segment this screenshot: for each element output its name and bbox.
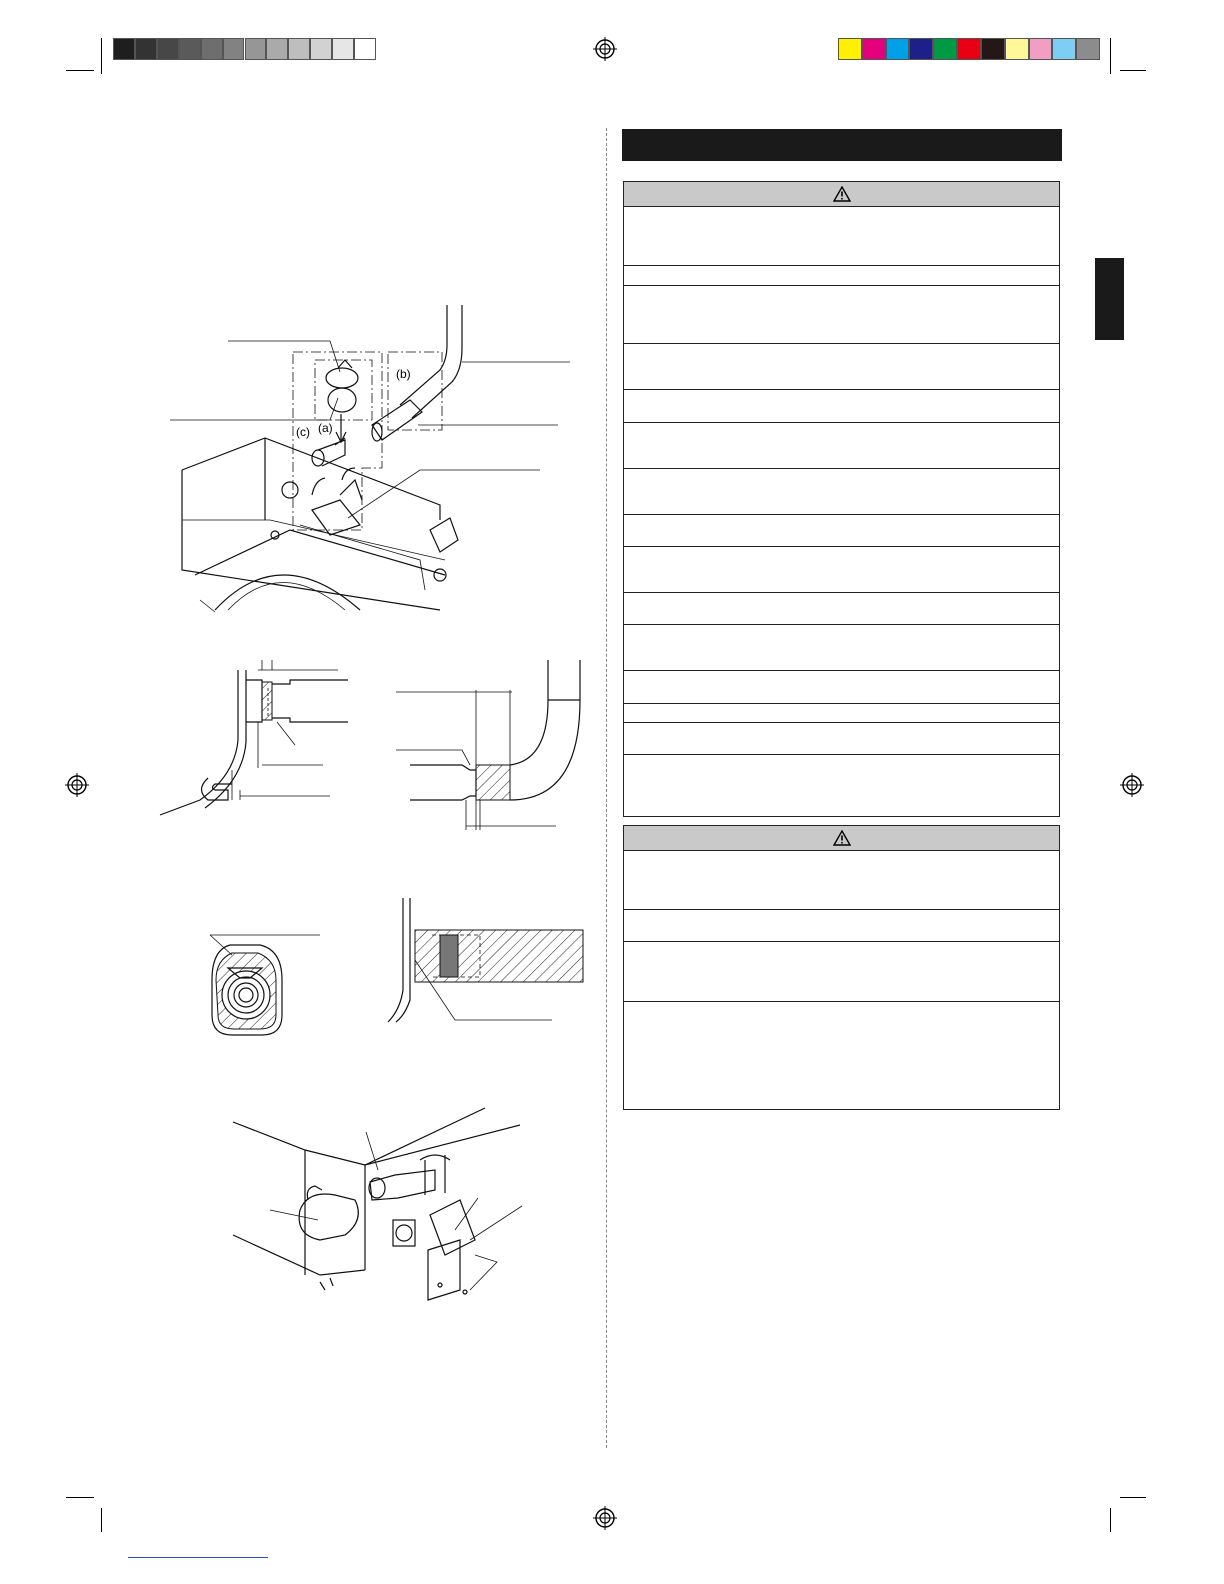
warning-row — [624, 625, 1059, 671]
calibration-swatch — [933, 38, 957, 60]
warning-box-header — [624, 826, 1059, 851]
warning-row — [624, 207, 1059, 266]
warning-triangle-icon — [833, 186, 851, 202]
crop-mark-bottom-right-h — [1120, 1497, 1146, 1498]
warning-box-2 — [623, 825, 1060, 1110]
warning-row — [624, 286, 1059, 344]
warning-box-1 — [623, 181, 1060, 817]
calibration-swatch — [1005, 38, 1029, 60]
registration-mark-icon — [593, 1506, 617, 1530]
warning-row — [624, 723, 1059, 755]
warning-row — [624, 671, 1059, 704]
installation-drawings — [0, 0, 606, 1400]
warning-row — [624, 515, 1059, 547]
callout-c: (c) — [296, 425, 310, 439]
crop-mark-bottom-left-h — [66, 1497, 94, 1498]
warning-row — [624, 390, 1059, 423]
figure-insulation-section — [388, 898, 583, 1022]
color-calibration-bar — [838, 38, 1100, 60]
calibration-swatch — [957, 38, 981, 60]
crop-mark-top-right-h — [1120, 70, 1146, 71]
calibration-swatch — [1052, 38, 1076, 60]
warning-row — [624, 547, 1059, 593]
warning-row — [624, 851, 1059, 910]
figure-drain-cap-section — [210, 935, 320, 1035]
language-side-tab — [1095, 258, 1124, 340]
warning-row — [624, 266, 1059, 286]
warning-box-header — [624, 182, 1059, 207]
warning-row — [624, 469, 1059, 515]
warning-row — [624, 755, 1059, 787]
warning-row — [624, 910, 1059, 942]
calibration-swatch — [1076, 38, 1100, 60]
section-header-bar — [622, 129, 1062, 161]
figure-hose-insertion-left — [160, 660, 348, 815]
registration-mark-icon — [1120, 773, 1144, 797]
callout-b: (b) — [396, 367, 411, 381]
figure-pipe-bracket — [233, 1108, 522, 1300]
calibration-swatch — [886, 38, 910, 60]
bottom-link-line — [128, 1557, 268, 1558]
crop-mark-bottom-right-v — [1110, 1508, 1111, 1532]
warning-row — [624, 942, 1059, 1002]
calibration-swatch — [838, 38, 862, 60]
calibration-swatch — [862, 38, 886, 60]
figure-hose-insertion-right — [396, 660, 580, 830]
calibration-swatch — [981, 38, 1005, 60]
figure-drain-hose-connection — [170, 305, 570, 612]
warning-row — [624, 423, 1059, 469]
column-separator — [606, 128, 607, 1448]
calibration-swatch — [1029, 38, 1053, 60]
calibration-swatch — [909, 38, 933, 60]
crop-mark-bottom-left-v — [101, 1508, 102, 1532]
warning-row — [624, 1002, 1059, 1110]
callout-a: (a) — [318, 421, 333, 435]
warning-row — [624, 344, 1059, 390]
warning-triangle-icon — [833, 830, 851, 846]
crop-mark-top-right-v — [1110, 38, 1111, 74]
warning-row — [624, 704, 1059, 723]
warning-row — [624, 593, 1059, 625]
